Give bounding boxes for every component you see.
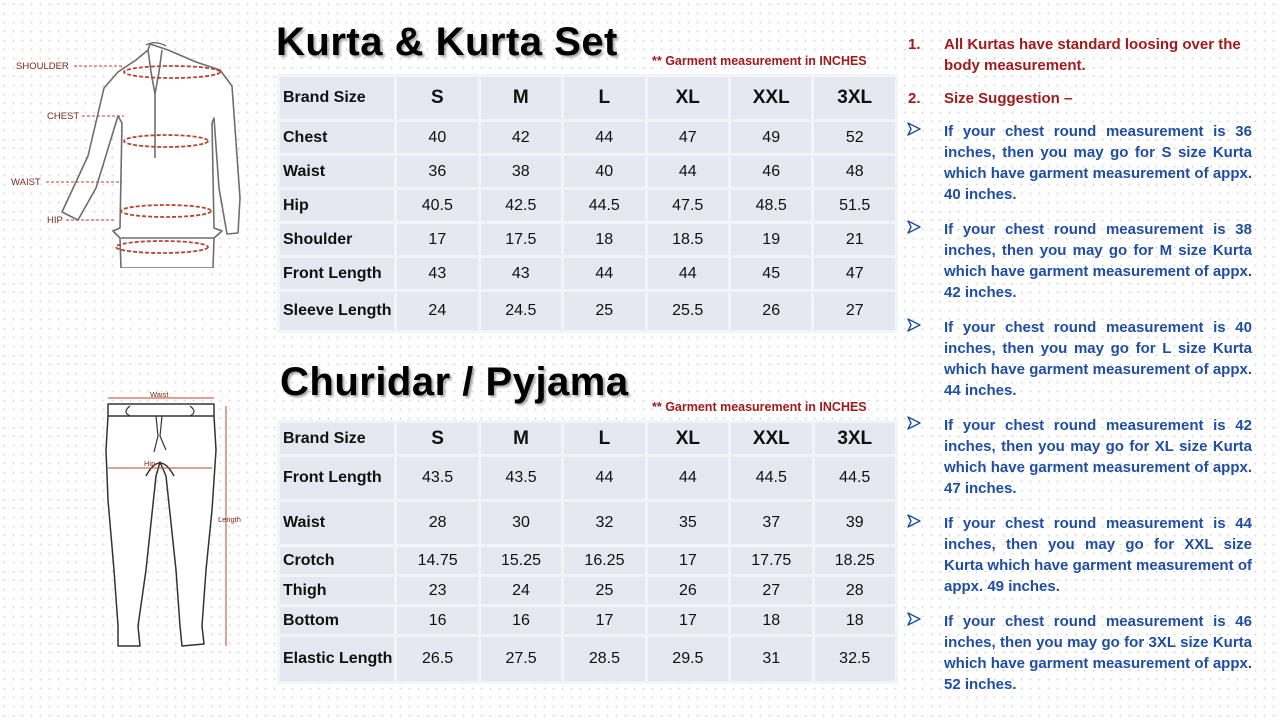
table-cell: 47.5 <box>648 190 728 221</box>
table-cell: 44 <box>564 258 644 289</box>
pyjama-waist-label: Waist <box>150 390 169 399</box>
arrow-bullet-icon <box>907 612 921 626</box>
table-cell: 44 <box>564 122 644 153</box>
table-cell: 16.25 <box>564 547 644 574</box>
header-cell: 3XL <box>815 423 896 454</box>
waist-label: WAIST <box>11 177 41 188</box>
row-label: Chest <box>280 122 394 153</box>
table-cell: 28 <box>815 577 896 604</box>
size-notes <box>904 34 1252 695</box>
note-item <box>904 88 1252 109</box>
header-cell: XL <box>648 77 728 119</box>
table-cell: 26 <box>731 292 811 330</box>
table-cell: 30 <box>481 502 561 544</box>
note-number: 1. <box>908 36 921 53</box>
table-cell: 47 <box>814 258 895 289</box>
table-cell: 47 <box>648 122 728 153</box>
table-cell: 24 <box>397 292 477 330</box>
pyjama-measurement-figure <box>100 390 250 660</box>
header-cell: XXL <box>731 423 811 454</box>
row-label: Bottom <box>280 607 394 634</box>
table-cell: 24.5 <box>481 292 561 330</box>
list-item <box>904 317 1252 401</box>
header-cell: M <box>481 77 561 119</box>
table-cell: 14.75 <box>397 547 477 574</box>
list-item <box>904 611 1252 695</box>
table-row <box>280 547 895 574</box>
arrow-bullet-icon <box>907 318 921 332</box>
table-row <box>280 292 895 330</box>
table-cell: 18 <box>815 607 896 634</box>
table-cell: 16 <box>397 607 477 634</box>
table-cell: 37 <box>731 502 811 544</box>
table-cell: 43.5 <box>481 457 561 499</box>
row-label: Front Length <box>280 457 394 499</box>
table-cell: 35 <box>648 502 728 544</box>
table-cell: 17.75 <box>731 547 811 574</box>
table-cell: 18.5 <box>648 224 728 255</box>
note-item <box>904 34 1252 76</box>
pyjama-outline <box>106 404 216 646</box>
table-cell: 45 <box>731 258 811 289</box>
table-cell: 44 <box>648 258 728 289</box>
table-cell: 28.5 <box>564 637 644 681</box>
table-header-row <box>280 77 895 119</box>
note-text: Size Suggestion – <box>944 90 1073 107</box>
table-cell: 28 <box>397 502 477 544</box>
table-cell: 46 <box>731 156 811 187</box>
list-item <box>904 415 1252 499</box>
table-header-row <box>280 423 895 454</box>
table-cell: 44 <box>648 457 728 499</box>
size-suggestion-list <box>904 121 1252 695</box>
suggestion-text: If your chest round measurement is 40 inches, then you may go for L size Kurta which have garment measurement of appx. 44 inches. <box>944 319 1252 399</box>
table-cell: 19 <box>731 224 811 255</box>
table-cell: 44 <box>648 156 728 187</box>
table-cell: 43.5 <box>397 457 477 499</box>
table-row <box>280 224 895 255</box>
suggestion-text: If your chest round measurement is 44 inches, then you may go for XXL size Kurta which have garment measurement of appx. 49 inches. <box>944 515 1252 595</box>
header-cell: Brand Size <box>280 423 394 454</box>
hip-label: HIP <box>47 215 63 226</box>
table-cell: 42.5 <box>481 190 561 221</box>
table-cell: 48.5 <box>731 190 811 221</box>
suggestion-text: If your chest round measurement is 46 inches, then you may go for 3XL size Kurta which have garment measurement of appx. 52 inches. <box>944 613 1252 693</box>
table-cell: 43 <box>481 258 561 289</box>
table-row <box>280 258 895 289</box>
row-label: Hip <box>280 190 394 221</box>
list-item <box>904 513 1252 597</box>
chest-label: CHEST <box>47 111 80 122</box>
table-cell: 44.5 <box>815 457 896 499</box>
table-cell: 40 <box>564 156 644 187</box>
table-cell: 25 <box>564 292 644 330</box>
row-label: Thigh <box>280 577 394 604</box>
table-cell: 36 <box>397 156 477 187</box>
header-cell: L <box>564 77 644 119</box>
header-cell: S <box>397 423 477 454</box>
header-cell: M <box>481 423 561 454</box>
row-label: Front Length <box>280 258 394 289</box>
list-item <box>904 121 1252 205</box>
table-cell: 17.5 <box>481 224 561 255</box>
table-cell: 18 <box>731 607 811 634</box>
kurta-size-table <box>277 74 898 333</box>
table-cell: 17 <box>648 547 728 574</box>
table-cell: 25 <box>564 577 644 604</box>
table-row <box>280 457 895 499</box>
table-cell: 21 <box>814 224 895 255</box>
header-cell: XXL <box>731 77 811 119</box>
note-text: All Kurtas have standard loosing over the body measurement. <box>944 36 1241 74</box>
row-label: Waist <box>280 502 394 544</box>
table-cell: 31 <box>731 637 811 681</box>
table-cell: 17 <box>397 224 477 255</box>
row-label: Elastic Length <box>280 637 394 681</box>
table-cell: 24 <box>481 577 561 604</box>
shoulder-label: SHOULDER <box>16 61 69 72</box>
table-cell: 42 <box>481 122 561 153</box>
table-cell: 40.5 <box>397 190 477 221</box>
table-row <box>280 122 895 153</box>
arrow-bullet-icon <box>907 220 921 234</box>
table-row <box>280 190 895 221</box>
table-cell: 16 <box>481 607 561 634</box>
table-cell: 32 <box>564 502 644 544</box>
table-cell: 17 <box>564 607 644 634</box>
table-cell: 25.5 <box>648 292 728 330</box>
header-cell: S <box>397 77 477 119</box>
table-row <box>280 156 895 187</box>
note-number: 2. <box>908 90 921 107</box>
suggestion-text: If your chest round measurement is 42 inches, then you may go for XL size Kurta which have garment measurement of appx. 47 inches. <box>944 417 1252 497</box>
table-cell: 43 <box>397 258 477 289</box>
table-row <box>280 607 895 634</box>
row-label: Waist <box>280 156 394 187</box>
table-cell: 48 <box>814 156 895 187</box>
table-cell: 52 <box>814 122 895 153</box>
table-cell: 27 <box>814 292 895 330</box>
table-cell: 39 <box>815 502 896 544</box>
kurta-measurement-note: ** Garment measurement in INCHES <box>652 54 867 68</box>
row-label: Shoulder <box>280 224 394 255</box>
table-row <box>280 502 895 544</box>
table-row <box>280 637 895 681</box>
header-cell: L <box>564 423 644 454</box>
table-cell: 40 <box>397 122 477 153</box>
table-cell: 29.5 <box>648 637 728 681</box>
row-label: Crotch <box>280 547 394 574</box>
header-cell: Brand Size <box>280 77 394 119</box>
pyjama-section-title: Churidar / Pyjama <box>280 360 629 404</box>
arrow-bullet-icon <box>907 122 921 136</box>
table-cell: 18.25 <box>815 547 896 574</box>
pyjama-length-label: Length <box>218 515 241 524</box>
header-cell: 3XL <box>814 77 895 119</box>
table-cell: 27.5 <box>481 637 561 681</box>
table-cell: 44.5 <box>564 190 644 221</box>
table-cell: 44.5 <box>731 457 811 499</box>
table-cell: 23 <box>397 577 477 604</box>
kurta-section-title: Kurta & Kurta Set <box>276 20 618 64</box>
table-cell: 15.25 <box>481 547 561 574</box>
table-cell: 32.5 <box>815 637 896 681</box>
table-cell: 18 <box>564 224 644 255</box>
row-label: Sleeve Length <box>280 292 394 330</box>
pyjama-size-table <box>277 420 898 684</box>
pyjama-hip-label: Hip <box>144 459 156 468</box>
suggestion-text: If your chest round measurement is 36 inches, then you may go for S size Kurta which have garment measurement of appx. 40 inches. <box>944 123 1252 203</box>
table-cell: 17 <box>648 607 728 634</box>
arrow-bullet-icon <box>907 416 921 430</box>
table-cell: 49 <box>731 122 811 153</box>
header-cell: XL <box>648 423 728 454</box>
table-cell: 51.5 <box>814 190 895 221</box>
table-cell: 44 <box>564 457 644 499</box>
table-cell: 26 <box>648 577 728 604</box>
kurta-measurement-figure <box>0 28 260 268</box>
arrow-bullet-icon <box>907 514 921 528</box>
table-cell: 27 <box>731 577 811 604</box>
list-item <box>904 219 1252 303</box>
pyjama-measurement-note: ** Garment measurement in INCHES <box>652 400 867 414</box>
table-cell: 26.5 <box>397 637 477 681</box>
suggestion-text: If your chest round measurement is 38 inches, then you may go for M size Kurta which have garment measurement of appx. 42 inches. <box>944 221 1252 301</box>
table-row <box>280 577 895 604</box>
table-cell: 38 <box>481 156 561 187</box>
